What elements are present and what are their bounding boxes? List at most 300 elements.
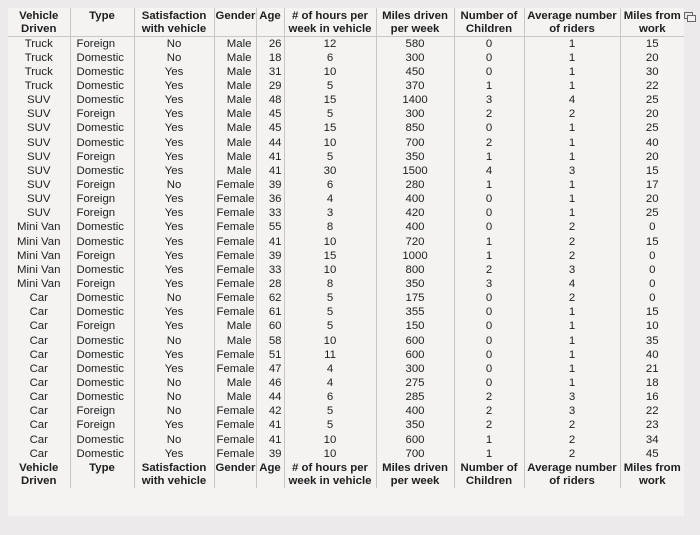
children-cell: 0 — [454, 362, 524, 376]
gender-cell: Female — [214, 235, 256, 249]
miles-driven-cell: 175 — [376, 292, 454, 306]
riders-cell: 1 — [524, 334, 620, 348]
riders-cell: 1 — [524, 122, 620, 136]
riders-cell: 4 — [524, 277, 620, 291]
vehicle-cell: Car — [8, 391, 70, 405]
miles-from-work-cell: 22 — [645, 79, 659, 92]
age-cell: 45 — [256, 122, 284, 136]
children-cell: 0 — [454, 207, 524, 221]
gender-cell: Female — [214, 419, 256, 433]
type-cell: Domestic — [70, 122, 134, 136]
miles-from-work-cell: 20 — [645, 193, 659, 206]
copy-icon[interactable] — [684, 12, 696, 22]
children-cell: 1 — [454, 433, 524, 447]
satisfaction-cell: Yes — [134, 150, 214, 164]
header-hours: # of hours per week in vehicle — [284, 8, 376, 37]
vehicle-cell: Car — [8, 362, 70, 376]
gender-cell: Female — [214, 405, 256, 419]
children-cell: 0 — [454, 306, 524, 320]
vehicle-cell: Truck — [8, 51, 70, 65]
miles-from-work-cell: 20 — [645, 108, 659, 121]
riders-cell: 2 — [524, 292, 620, 306]
vehicle-cell: Mini Van — [8, 263, 70, 277]
type-cell: Foreign — [70, 405, 134, 419]
satisfaction-cell: Yes — [134, 362, 214, 376]
children-cell: 2 — [454, 136, 524, 150]
table-row — [8, 348, 684, 362]
miles-from-work-cell: 15 — [645, 164, 659, 177]
type-cell: Domestic — [70, 362, 134, 376]
gender-cell: Female — [214, 207, 256, 221]
spreadsheet — [8, 8, 684, 516]
satisfaction-cell: No — [134, 334, 214, 348]
satisfaction-cell: No — [134, 433, 214, 447]
vehicle-cell: Car — [8, 306, 70, 320]
footer-vehicle-driven: Vehicle Driven — [8, 461, 70, 488]
header-age: Age — [256, 8, 284, 37]
miles-driven-cell: 370 — [376, 79, 454, 93]
footer-age: Age — [256, 461, 284, 488]
children-cell: 4 — [454, 164, 524, 178]
age-cell: 31 — [256, 65, 284, 79]
gender-cell: Female — [214, 221, 256, 235]
type-cell: Domestic — [70, 136, 134, 150]
type-cell: Foreign — [70, 249, 134, 263]
gender-cell: Female — [214, 292, 256, 306]
age-cell: 26 — [256, 37, 284, 52]
age-cell: 39 — [256, 447, 284, 461]
type-cell: Foreign — [70, 320, 134, 334]
header-vehicle-driven: Vehicle Driven — [8, 8, 70, 37]
miles-driven-cell: 420 — [376, 207, 454, 221]
satisfaction-cell: No — [134, 51, 214, 65]
type-cell: Domestic — [70, 51, 134, 65]
table-row — [8, 433, 684, 447]
vehicle-cell: SUV — [8, 193, 70, 207]
type-cell: Domestic — [70, 447, 134, 461]
children-cell: 0 — [454, 292, 524, 306]
type-cell: Domestic — [70, 65, 134, 79]
children-cell: 0 — [454, 376, 524, 390]
satisfaction-cell: No — [134, 391, 214, 405]
miles-from-work-cell: 25 — [645, 207, 659, 220]
age-cell: 41 — [256, 433, 284, 447]
age-cell: 45 — [256, 108, 284, 122]
gender-cell: Male — [214, 320, 256, 334]
riders-cell: 3 — [524, 405, 620, 419]
header-riders: Average number of riders — [524, 8, 620, 37]
age-cell: 18 — [256, 51, 284, 65]
miles-from-work-cell: 25 — [645, 94, 659, 107]
satisfaction-cell: No — [134, 376, 214, 390]
gender-cell: Female — [214, 277, 256, 291]
satisfaction-cell: Yes — [134, 249, 214, 263]
satisfaction-cell: Yes — [134, 419, 214, 433]
gender-cell: Female — [214, 348, 256, 362]
miles-driven-cell: 1500 — [376, 164, 454, 178]
riders-cell: 2 — [524, 419, 620, 433]
footer-row — [8, 461, 684, 488]
miles-driven-cell: 600 — [376, 334, 454, 348]
age-cell: 58 — [256, 334, 284, 348]
riders-cell: 1 — [524, 65, 620, 79]
vehicle-cell: Truck — [8, 79, 70, 93]
vehicle-cell: SUV — [8, 122, 70, 136]
footer-satisfaction: Satisfaction with vehicle — [134, 461, 214, 488]
gender-cell: Male — [214, 391, 256, 405]
gender-cell: Male — [214, 37, 256, 52]
miles-driven-cell: 400 — [376, 193, 454, 207]
miles-driven-cell: 355 — [376, 306, 454, 320]
children-cell: 1 — [454, 249, 524, 263]
miles-from-work-cell: 22 — [645, 405, 659, 418]
hours-cell: 5 — [284, 108, 376, 122]
miles-driven-cell: 300 — [376, 362, 454, 376]
riders-cell: 4 — [524, 94, 620, 108]
header-row — [8, 8, 684, 37]
miles-from-work-cell: 18 — [645, 376, 659, 389]
age-cell: 44 — [256, 136, 284, 150]
footer-miles-driven: Miles driven per week — [376, 461, 454, 488]
table-row — [8, 376, 684, 390]
type-cell: Domestic — [70, 391, 134, 405]
table-row — [8, 164, 684, 178]
riders-cell: 1 — [524, 362, 620, 376]
age-cell: 28 — [256, 277, 284, 291]
satisfaction-cell: Yes — [134, 263, 214, 277]
satisfaction-cell: Yes — [134, 235, 214, 249]
miles-driven-cell: 300 — [376, 51, 454, 65]
hours-cell: 5 — [284, 79, 376, 93]
hours-cell: 5 — [284, 405, 376, 419]
footer-type: Type — [70, 461, 134, 488]
type-cell: Domestic — [70, 348, 134, 362]
hours-cell: 10 — [284, 235, 376, 249]
miles-driven-cell: 700 — [376, 447, 454, 461]
table-row — [8, 178, 684, 192]
table-row — [8, 94, 684, 108]
header-miles-from-work: Miles from work — [620, 8, 684, 37]
table-row — [8, 150, 684, 164]
type-cell: Foreign — [70, 419, 134, 433]
satisfaction-cell: Yes — [134, 136, 214, 150]
table-row — [8, 51, 684, 65]
type-cell: Domestic — [70, 263, 134, 277]
table-row — [8, 405, 684, 419]
age-cell: 29 — [256, 79, 284, 93]
type-cell: Domestic — [70, 376, 134, 390]
riders-cell: 2 — [524, 447, 620, 461]
hours-cell: 15 — [284, 249, 376, 263]
riders-cell: 2 — [524, 235, 620, 249]
children-cell: 0 — [454, 122, 524, 136]
riders-cell: 1 — [524, 207, 620, 221]
table-row — [8, 306, 684, 320]
miles-driven-cell: 580 — [376, 37, 454, 52]
hours-cell: 10 — [284, 447, 376, 461]
age-cell: 33 — [256, 207, 284, 221]
satisfaction-cell: Yes — [134, 207, 214, 221]
age-cell: 41 — [256, 419, 284, 433]
hours-cell: 10 — [284, 263, 376, 277]
children-cell: 2 — [454, 263, 524, 277]
children-cell: 2 — [454, 419, 524, 433]
vehicle-cell: Truck — [8, 65, 70, 79]
miles-from-work-cell: 20 — [645, 150, 659, 163]
type-cell: Domestic — [70, 334, 134, 348]
type-cell: Domestic — [70, 433, 134, 447]
miles-from-work-cell: 45 — [645, 447, 659, 460]
age-cell: 39 — [256, 178, 284, 192]
satisfaction-cell: Yes — [134, 277, 214, 291]
miles-driven-cell: 150 — [376, 320, 454, 334]
children-cell: 1 — [454, 447, 524, 461]
header-gender: Gender — [214, 8, 256, 37]
riders-cell: 1 — [524, 150, 620, 164]
hours-cell: 6 — [284, 51, 376, 65]
children-cell: 3 — [454, 277, 524, 291]
table-row — [8, 122, 684, 136]
table-row — [8, 136, 684, 150]
age-cell: 41 — [256, 164, 284, 178]
satisfaction-cell: Yes — [134, 193, 214, 207]
vehicle-cell: Truck — [8, 37, 70, 52]
footer-miles-from-work: Miles from work — [623, 462, 681, 487]
footer-riders: Average number of riders — [524, 461, 620, 488]
table-row — [8, 193, 684, 207]
satisfaction-cell: Yes — [134, 164, 214, 178]
riders-cell: 2 — [524, 249, 620, 263]
miles-driven-cell: 600 — [376, 348, 454, 362]
miles-from-work-cell: 0 — [649, 277, 656, 290]
miles-from-work-cell: 20 — [645, 51, 659, 64]
miles-driven-cell: 300 — [376, 108, 454, 122]
vehicle-cell: SUV — [8, 207, 70, 221]
vehicle-cell: Mini Van — [8, 277, 70, 291]
type-cell: Domestic — [70, 221, 134, 235]
miles-from-work-cell: 17 — [645, 178, 659, 191]
miles-driven-cell: 600 — [376, 433, 454, 447]
footer-gender: Gender — [214, 461, 256, 488]
table-row — [8, 108, 684, 122]
riders-cell: 1 — [524, 79, 620, 93]
vehicle-cell: SUV — [8, 164, 70, 178]
gender-cell: Male — [214, 136, 256, 150]
table-row — [8, 292, 684, 306]
table-row — [8, 65, 684, 79]
riders-cell: 2 — [524, 433, 620, 447]
gender-cell: Female — [214, 433, 256, 447]
miles-from-work-cell: 15 — [645, 37, 659, 50]
table-row — [8, 207, 684, 221]
miles-driven-cell: 280 — [376, 178, 454, 192]
age-cell: 47 — [256, 362, 284, 376]
miles-driven-cell: 850 — [376, 122, 454, 136]
vehicle-cell: Car — [8, 433, 70, 447]
type-cell: Domestic — [70, 79, 134, 93]
riders-cell: 1 — [524, 348, 620, 362]
miles-driven-cell: 720 — [376, 235, 454, 249]
table-row — [8, 334, 684, 348]
miles-driven-cell: 350 — [376, 150, 454, 164]
table-row — [8, 249, 684, 263]
satisfaction-cell: Yes — [134, 320, 214, 334]
vehicle-cell: Mini Van — [8, 249, 70, 263]
type-cell: Domestic — [70, 306, 134, 320]
miles-from-work-cell: 40 — [645, 136, 659, 149]
gender-cell: Male — [214, 164, 256, 178]
riders-cell: 1 — [524, 136, 620, 150]
children-cell: 0 — [454, 334, 524, 348]
riders-cell: 1 — [524, 178, 620, 192]
miles-from-work-cell: 30 — [645, 65, 659, 78]
age-cell: 41 — [256, 150, 284, 164]
miles-driven-cell: 285 — [376, 391, 454, 405]
hours-cell: 4 — [284, 376, 376, 390]
hours-cell: 11 — [284, 348, 376, 362]
age-cell: 46 — [256, 376, 284, 390]
age-cell: 36 — [256, 193, 284, 207]
hours-cell: 5 — [284, 306, 376, 320]
miles-from-work-cell: 16 — [645, 391, 659, 404]
miles-from-work-cell: 0 — [649, 221, 656, 234]
hours-cell: 8 — [284, 277, 376, 291]
miles-driven-cell: 1400 — [376, 94, 454, 108]
type-cell: Foreign — [70, 193, 134, 207]
age-cell: 41 — [256, 235, 284, 249]
gender-cell: Male — [214, 108, 256, 122]
miles-from-work-cell: 15 — [645, 235, 659, 248]
miles-from-work-cell: 15 — [645, 306, 659, 319]
satisfaction-cell: Yes — [134, 65, 214, 79]
miles-driven-cell: 1000 — [376, 249, 454, 263]
children-cell: 2 — [454, 108, 524, 122]
miles-driven-cell: 800 — [376, 263, 454, 277]
header-satisfaction: Satisfaction with vehicle — [134, 8, 214, 37]
footer-children: Number of Children — [454, 461, 524, 488]
hours-cell: 4 — [284, 193, 376, 207]
children-cell: 2 — [454, 391, 524, 405]
type-cell: Domestic — [70, 164, 134, 178]
table-row — [8, 263, 684, 277]
hours-cell: 5 — [284, 150, 376, 164]
miles-from-work-cell: 21 — [645, 362, 659, 375]
vehicle-cell: SUV — [8, 178, 70, 192]
vehicle-cell: Car — [8, 447, 70, 461]
gender-cell: Female — [214, 193, 256, 207]
children-cell: 0 — [454, 221, 524, 235]
hours-cell: 10 — [284, 334, 376, 348]
miles-from-work-cell: 10 — [645, 320, 659, 333]
children-cell: 0 — [454, 320, 524, 334]
hours-cell: 5 — [284, 419, 376, 433]
vehicle-cell: Car — [8, 376, 70, 390]
miles-from-work-cell: 35 — [645, 334, 659, 347]
satisfaction-cell: Yes — [134, 94, 214, 108]
hours-cell: 6 — [284, 178, 376, 192]
riders-cell: 3 — [524, 164, 620, 178]
table-row — [8, 221, 684, 235]
satisfaction-cell: Yes — [134, 306, 214, 320]
gender-cell: Female — [214, 306, 256, 320]
children-cell: 1 — [454, 235, 524, 249]
children-cell: 1 — [454, 150, 524, 164]
miles-from-work-cell: 0 — [649, 249, 656, 262]
gender-cell: Female — [214, 178, 256, 192]
type-cell: Foreign — [70, 108, 134, 122]
riders-cell: 1 — [524, 320, 620, 334]
miles-from-work-cell: 0 — [649, 292, 656, 305]
type-cell: Foreign — [70, 37, 134, 52]
header-miles-driven: Miles driven per week — [376, 8, 454, 37]
table-row — [8, 419, 684, 433]
children-cell: 0 — [454, 348, 524, 362]
type-cell: Foreign — [70, 150, 134, 164]
miles-from-work-cell: 25 — [645, 122, 659, 135]
satisfaction-cell: Yes — [134, 447, 214, 461]
gender-cell: Male — [214, 334, 256, 348]
age-cell: 51 — [256, 348, 284, 362]
riders-cell: 2 — [524, 108, 620, 122]
gender-cell: Female — [214, 249, 256, 263]
vehicle-cell: SUV — [8, 94, 70, 108]
type-cell: Domestic — [70, 292, 134, 306]
data-table — [8, 8, 684, 488]
children-cell: 0 — [454, 65, 524, 79]
satisfaction-cell: Yes — [134, 79, 214, 93]
hours-cell: 3 — [284, 207, 376, 221]
vehicle-cell: Mini Van — [8, 221, 70, 235]
riders-cell: 3 — [524, 391, 620, 405]
vehicle-cell: Car — [8, 419, 70, 433]
age-cell: 55 — [256, 221, 284, 235]
children-cell: 1 — [454, 79, 524, 93]
satisfaction-cell: No — [134, 178, 214, 192]
vehicle-cell: SUV — [8, 108, 70, 122]
age-cell: 61 — [256, 306, 284, 320]
satisfaction-cell: Yes — [134, 348, 214, 362]
miles-from-work-cell: 0 — [649, 263, 656, 276]
table-row — [8, 320, 684, 334]
age-cell: 48 — [256, 94, 284, 108]
miles-driven-cell: 275 — [376, 376, 454, 390]
footer-hours: # of hours per week in vehicle — [284, 461, 376, 488]
miles-driven-cell: 700 — [376, 136, 454, 150]
riders-cell: 1 — [524, 51, 620, 65]
table-row — [8, 37, 684, 52]
header-children: Number of Children — [454, 8, 524, 37]
hours-cell: 5 — [284, 320, 376, 334]
hours-cell: 15 — [284, 94, 376, 108]
type-cell: Domestic — [70, 235, 134, 249]
hours-cell: 8 — [284, 221, 376, 235]
miles-from-work-cell: 40 — [645, 348, 659, 361]
table-row — [8, 277, 684, 291]
satisfaction-cell: No — [134, 405, 214, 419]
vehicle-cell: Car — [8, 320, 70, 334]
gender-cell: Male — [214, 94, 256, 108]
hours-cell: 5 — [284, 292, 376, 306]
children-cell: 0 — [454, 51, 524, 65]
age-cell: 60 — [256, 320, 284, 334]
header-type: Type — [70, 8, 134, 37]
type-cell: Foreign — [70, 277, 134, 291]
vehicle-cell: Car — [8, 292, 70, 306]
satisfaction-cell: Yes — [134, 221, 214, 235]
hours-cell: 6 — [284, 391, 376, 405]
gender-cell: Female — [214, 447, 256, 461]
type-cell: Foreign — [70, 207, 134, 221]
